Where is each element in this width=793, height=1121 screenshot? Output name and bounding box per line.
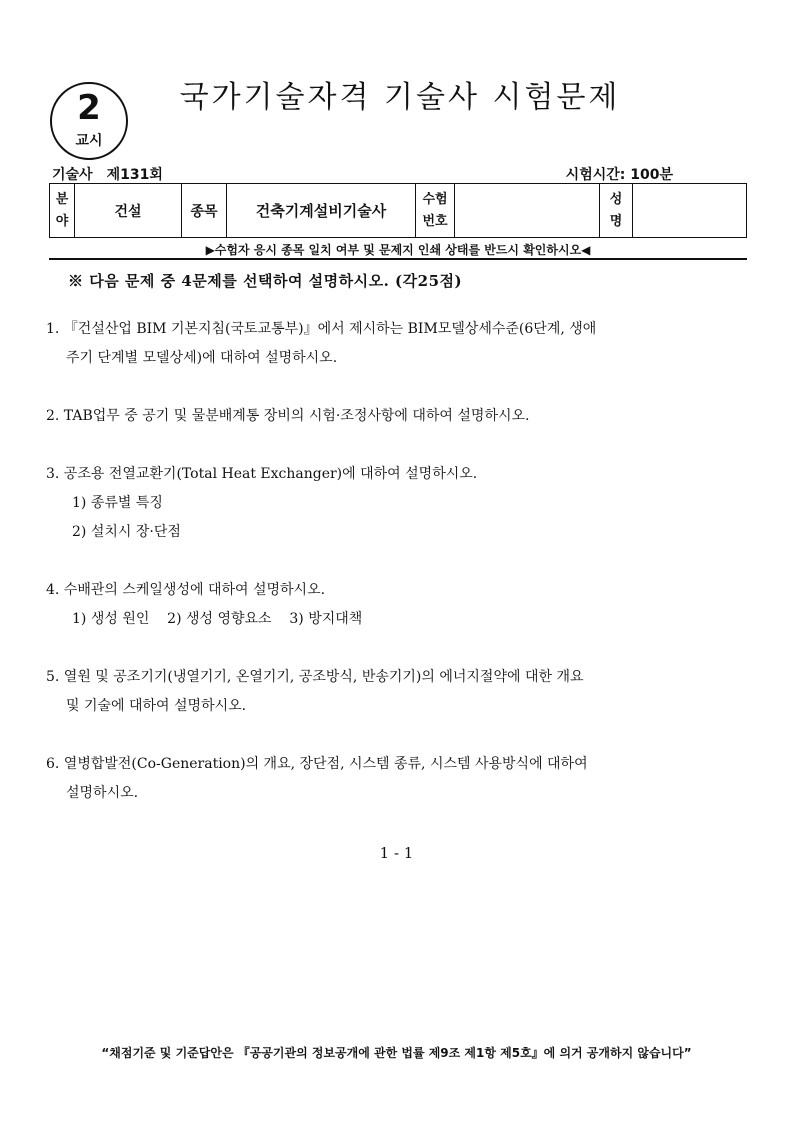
exam-number-label-bottom: 번호 — [422, 213, 448, 229]
question-5 — [46, 663, 748, 721]
instruction: ※ 다음 문제 중 4문제를 선택하여 설명하시오. (각25점) — [68, 272, 463, 290]
exam-category-round — [52, 164, 163, 184]
question-6-line-1: 6. 열병합발전(Co-Generation)의 개요, 장단점, 시스템 종류, 시스템 사용방식에 대하여 — [46, 756, 588, 772]
item-value: 건축기계설비기술사 — [227, 184, 416, 238]
divider — [49, 258, 747, 260]
question-list — [46, 315, 748, 808]
field-label-bottom: 야 — [55, 213, 69, 229]
exam-number-label-top: 수험 — [422, 191, 448, 207]
name-label-cell — [600, 184, 633, 238]
question-3-sub-2: 2) 설치시 장·단점 — [72, 524, 181, 540]
exam-info-table — [49, 183, 747, 238]
disclosure-footer: “채점기준 및 기준답안은 『공공기관의 정보공개에 관한 법률 제9조 제1항 제5호』에 의거 공개하지 않습니다” — [101, 1046, 692, 1060]
question-5-line-2: 및 기술에 대하여 설명하시오. — [66, 698, 247, 714]
question-3-line-1: 3. 공조용 전열교환기(Total Heat Exchanger)에 대하여 설명하시오. — [46, 466, 478, 482]
field-label-cell — [50, 184, 75, 238]
question-3-sub-1: 1) 종류별 특징 — [72, 495, 163, 511]
field-label-top: 분 — [55, 191, 69, 207]
check-notice: ▶수험자 응시 종목 일치 여부 및 문제지 인쇄 상태를 반드시 확인하시오◀ — [205, 243, 591, 257]
page-title: 국가기술자격 기술사 시험문제 — [179, 80, 621, 115]
question-6-line-2: 설명하시오. — [66, 785, 139, 801]
session-label: 교시 — [75, 133, 103, 149]
exam-category: 기술사 — [52, 167, 93, 183]
question-2 — [46, 402, 748, 431]
exam-round: 제131회 — [106, 167, 163, 183]
field-value: 건설 — [75, 184, 182, 238]
question-6 — [46, 750, 748, 808]
question-1 — [46, 315, 748, 373]
question-1-line-2: 주기 단계별 모델상세)에 대하여 설명하시오. — [66, 350, 338, 366]
question-3 — [46, 460, 748, 547]
question-4 — [46, 576, 748, 634]
exam-number-label-cell — [416, 184, 455, 238]
question-4-sub-1: 1) 생성 원인 2) 생성 영향요소 3) 방지대책 — [72, 611, 363, 627]
page-number: 1 - 1 — [379, 844, 414, 862]
exam-time: 시험시간: 100분 — [565, 167, 673, 183]
name-field[interactable] — [633, 184, 747, 238]
question-4-line-1: 4. 수배관의 스케일생성에 대하여 설명하시오. — [46, 582, 326, 598]
question-1-line-1: 1. 『건설산업 BIM 기본지침(국토교통부)』에서 제시하는 BIM모델상세수준(6단계, 생애 — [46, 321, 597, 337]
question-5-line-1: 5. 열원 및 공조기기(냉열기기, 온열기기, 공조방식, 반송기기)의 에너지절약에 대한 개요 — [46, 669, 584, 685]
name-label-bottom: 명 — [609, 213, 623, 229]
exam-number-field[interactable] — [455, 184, 600, 238]
name-label-top: 성 — [609, 191, 623, 207]
session-badge — [50, 82, 128, 160]
session-number: 2 — [77, 88, 101, 128]
item-label: 종목 — [182, 184, 227, 238]
question-2-line-1: 2. TAB업무 중 공기 및 물분배계통 장비의 시험·조정사항에 대하여 설명하시오. — [46, 408, 530, 424]
